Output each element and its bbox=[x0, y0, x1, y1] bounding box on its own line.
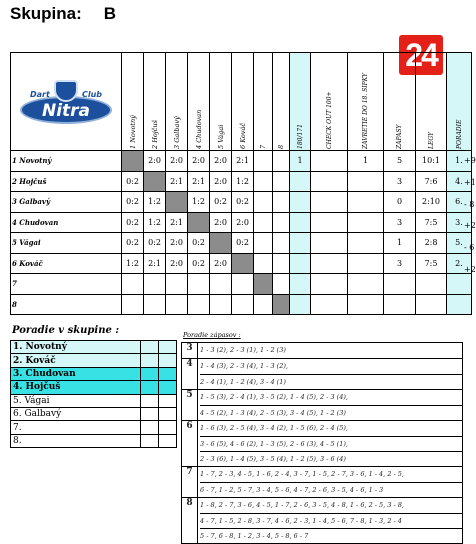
match-order-line: 1 - 4 (3), 2 - 3 (4), 1 - 3 (2), bbox=[200, 362, 288, 370]
match-order-line: 3 - 6 (5), 4 - 6 (2), 1 - 3 (5), 2 - 6 (3), 4 - 5 (1), bbox=[200, 436, 462, 451]
score-cell: 1:2 bbox=[122, 253, 144, 274]
self-cell bbox=[166, 192, 188, 213]
score-cell: 2:1 bbox=[144, 253, 166, 274]
match-order-row bbox=[182, 343, 462, 359]
matrix-row bbox=[11, 294, 472, 315]
standing-name: 1. Novotný bbox=[11, 341, 141, 354]
standing-mark bbox=[159, 367, 177, 380]
col-head-stat: ZAVRETIE DO 18. ŠÍPKY bbox=[348, 53, 384, 151]
stat-close18: 1 bbox=[348, 151, 384, 172]
score-cell: 2:0 bbox=[144, 151, 166, 172]
stat-checkout bbox=[311, 171, 348, 192]
score-cell bbox=[254, 192, 273, 213]
stat-rank: 2. bbox=[447, 253, 472, 274]
score-cell: 0:2 bbox=[232, 233, 254, 254]
score-cell bbox=[210, 294, 232, 315]
score-cell: 2:1 bbox=[166, 171, 188, 192]
stat-legs: 2:8 bbox=[416, 233, 447, 254]
match-order-line: 1 - 6 (3), 2 - 5 (4), 3 - 4 (2), 1 - 5 (6), 2 - 4 (5), bbox=[200, 424, 348, 432]
stat-checkout bbox=[311, 233, 348, 254]
standing-name: 8. bbox=[11, 434, 141, 447]
leg-difference: - 6 bbox=[464, 243, 475, 253]
player-name: 8 bbox=[11, 294, 122, 315]
player-name: 4 Chudovan bbox=[11, 212, 122, 233]
stat-s180 bbox=[290, 294, 311, 315]
match-order-title: Poradie zápasov : bbox=[183, 331, 241, 339]
match-order-row bbox=[182, 467, 462, 498]
leg-difference: +2 bbox=[464, 265, 476, 274]
page-title bbox=[10, 4, 116, 24]
standing-name: 4. Hojčuš bbox=[11, 381, 141, 394]
stat-close18 bbox=[348, 294, 384, 315]
standing-mark bbox=[159, 394, 177, 407]
stat-rank: 1. bbox=[447, 151, 472, 172]
score-cell: 2:1 bbox=[232, 151, 254, 172]
score-cell: 0:2 bbox=[210, 192, 232, 213]
stat-close18 bbox=[348, 171, 384, 192]
score-cell bbox=[273, 212, 290, 233]
player-count: 3 bbox=[182, 343, 198, 358]
score-cell bbox=[188, 274, 210, 295]
score-cell: 1:2 bbox=[232, 171, 254, 192]
standing-mark bbox=[141, 354, 159, 367]
score-cell bbox=[210, 274, 232, 295]
score-cell: 1:2 bbox=[188, 192, 210, 213]
player-name: 7 bbox=[11, 274, 122, 295]
score-cell: 2:0 bbox=[166, 233, 188, 254]
col-head-player: 5 Vágai bbox=[210, 53, 232, 151]
stat-checkout bbox=[311, 151, 348, 172]
match-order-line: 1 - 5 (3), 2 - 4 (1), 3 - 5 (2), 1 - 4 (5), 2 - 3 (4), bbox=[200, 393, 348, 401]
score-cell bbox=[188, 294, 210, 315]
score-cell: 2:0 bbox=[166, 151, 188, 172]
player-count: 4 bbox=[182, 359, 198, 389]
col-head-stat: 180/171 bbox=[290, 53, 311, 151]
col-head-stat: CHECK OUT 100+ bbox=[311, 53, 348, 151]
col-head-stat: LEGY bbox=[416, 53, 447, 151]
score-cell bbox=[273, 253, 290, 274]
match-order-table bbox=[181, 342, 463, 544]
stat-checkout bbox=[311, 212, 348, 233]
group-label: Skupina: bbox=[10, 4, 82, 23]
score-cell bbox=[273, 192, 290, 213]
stat-s180 bbox=[290, 171, 311, 192]
standing-mark bbox=[159, 421, 177, 434]
self-cell bbox=[210, 233, 232, 254]
player-count: 7 bbox=[182, 467, 198, 497]
leg-difference: - 8 bbox=[464, 199, 475, 209]
score-cell bbox=[254, 151, 273, 172]
standings-title: Poradie v skupine : bbox=[12, 325, 120, 336]
col-head-player: 3 Galbavý bbox=[166, 53, 188, 151]
stat-legs: 7:5 bbox=[416, 212, 447, 233]
stat-matches bbox=[384, 274, 416, 295]
stat-close18 bbox=[348, 253, 384, 274]
standing-mark bbox=[141, 421, 159, 434]
standing-mark bbox=[141, 407, 159, 420]
match-order-line: 4 - 7, 1 - 5, 2 - 8, 3 - 7, 4 - 6, 2 - 3, 1 - 4, 5 - 6, 7 - 8, 1 - 3, 2 - 4 bbox=[200, 513, 462, 528]
stat-checkout bbox=[311, 274, 348, 295]
score-cell bbox=[144, 274, 166, 295]
player-count: 8 bbox=[182, 498, 198, 543]
stat-rank bbox=[447, 294, 472, 315]
standing-mark bbox=[159, 434, 177, 447]
leg-difference: +1 bbox=[464, 177, 476, 187]
score-cell: 2:0 bbox=[188, 151, 210, 172]
stat-checkout bbox=[311, 253, 348, 274]
standing-mark bbox=[159, 341, 177, 354]
stat-matches: 3 bbox=[384, 253, 416, 274]
score-cell: 0:2 bbox=[122, 233, 144, 254]
stat-checkout bbox=[311, 294, 348, 315]
stat-rank: 5. bbox=[447, 233, 472, 254]
col-head-stat: PORADIE bbox=[447, 53, 472, 151]
standing-name: 7. bbox=[11, 421, 141, 434]
score-cell: 2:1 bbox=[188, 171, 210, 192]
stat-legs: 2:10 bbox=[416, 192, 447, 213]
matrix-row bbox=[11, 192, 472, 213]
stat-rank: 3. bbox=[447, 212, 472, 233]
match-order-row bbox=[182, 390, 462, 421]
stat-matches: 3 bbox=[384, 171, 416, 192]
match-order-line: 1 - 3 (2), 2 - 3 (1), 1 - 2 (3) bbox=[200, 346, 286, 354]
standing-row bbox=[11, 381, 177, 394]
standing-row bbox=[11, 421, 177, 434]
score-cell: 2:0 bbox=[210, 171, 232, 192]
standing-row bbox=[11, 407, 177, 420]
score-cell bbox=[122, 274, 144, 295]
col-head-player: 7 bbox=[254, 53, 273, 151]
match-order-line: 6 - 7, 1 - 2, 5 - 7, 3 - 4, 5 - 6, 4 - 7, 2 - 6, 3 - 5, 4 - 6, 1 - 3 bbox=[200, 482, 462, 497]
match-order-line: 2 - 4 (1), 1 - 2 (4), 3 - 4 (1) bbox=[200, 374, 462, 389]
stat-matches: 1 bbox=[384, 233, 416, 254]
stat-close18 bbox=[348, 233, 384, 254]
stat-legs: 10:1 bbox=[416, 151, 447, 172]
score-cell bbox=[273, 171, 290, 192]
score-cell: 1:2 bbox=[144, 212, 166, 233]
col-head-player: 8 bbox=[273, 53, 290, 151]
self-cell bbox=[254, 274, 273, 295]
stat-matches: 5 bbox=[384, 151, 416, 172]
standing-row bbox=[11, 394, 177, 407]
standing-mark bbox=[141, 367, 159, 380]
score-cell: 2:1 bbox=[166, 212, 188, 233]
score-cell bbox=[254, 294, 273, 315]
self-cell bbox=[188, 212, 210, 233]
match-order-row bbox=[182, 421, 462, 467]
standing-mark bbox=[159, 407, 177, 420]
stat-rank: 4. bbox=[447, 171, 472, 192]
score-cell: 0:2 bbox=[188, 253, 210, 274]
score-cell: 2:0 bbox=[210, 253, 232, 274]
matrix-row bbox=[11, 233, 472, 254]
stat-close18 bbox=[348, 274, 384, 295]
matrix-row bbox=[11, 253, 472, 274]
match-order-line: 4 - 5 (2), 1 - 3 (4), 2 - 5 (3), 3 - 4 (5), 1 - 2 (3) bbox=[200, 405, 462, 420]
col-head-player: 4 Chudovan bbox=[188, 53, 210, 151]
score-cell bbox=[254, 253, 273, 274]
standing-name: 3. Chudovan bbox=[11, 367, 141, 380]
standing-mark bbox=[141, 434, 159, 447]
player-name: 6 Kováč bbox=[11, 253, 122, 274]
stat-s180 bbox=[290, 274, 311, 295]
stat-rank: 6. bbox=[447, 192, 472, 213]
score-cell bbox=[273, 151, 290, 172]
score-cell: 0:2 bbox=[122, 171, 144, 192]
self-cell bbox=[122, 151, 144, 172]
logo-cell bbox=[11, 53, 122, 151]
score-cell: 0:2 bbox=[232, 192, 254, 213]
col-head-player: 1 Novotný bbox=[122, 53, 144, 151]
stat-s180 bbox=[290, 192, 311, 213]
score-cell bbox=[232, 274, 254, 295]
score-cell bbox=[144, 294, 166, 315]
standing-name: 5. Vágai bbox=[11, 394, 141, 407]
match-order-line: 1 - 7, 2 - 3, 4 - 5, 1 - 6, 2 - 4, 3 - 7, 1 - 5, 2 - 7, 3 - 6, 1 - 4, 2 - 5, bbox=[200, 470, 404, 478]
standing-row bbox=[11, 367, 177, 380]
player-name: 1 Novotný bbox=[11, 151, 122, 172]
stat-s180 bbox=[290, 253, 311, 274]
score-cell bbox=[254, 233, 273, 254]
score-cell bbox=[232, 294, 254, 315]
stat-s180 bbox=[290, 233, 311, 254]
player-count: 5 bbox=[182, 390, 198, 420]
score-cell: 2:0 bbox=[210, 151, 232, 172]
score-cell bbox=[122, 294, 144, 315]
standing-row bbox=[11, 341, 177, 354]
standing-row bbox=[11, 354, 177, 367]
stat-legs: 7:5 bbox=[416, 253, 447, 274]
score-cell bbox=[254, 171, 273, 192]
stat-legs bbox=[416, 294, 447, 315]
standing-mark bbox=[159, 354, 177, 367]
self-cell bbox=[144, 171, 166, 192]
col-head-stat: ZÁPASY bbox=[384, 53, 416, 151]
score-cell: 1:2 bbox=[144, 192, 166, 213]
standing-mark bbox=[141, 394, 159, 407]
matrix-row bbox=[11, 171, 472, 192]
match-order-row bbox=[182, 359, 462, 390]
standing-name: 6. Galbavý bbox=[11, 407, 141, 420]
match-order-line: 5 - 7, 6 - 8, 1 - 2, 3 - 4, 5 - 8, 6 - 7 bbox=[200, 528, 462, 543]
leg-difference: +9 bbox=[464, 156, 476, 165]
stat-matches bbox=[384, 294, 416, 315]
col-head-player: 6 Kováč bbox=[232, 53, 254, 151]
standings-table bbox=[10, 340, 177, 448]
score-cell bbox=[166, 274, 188, 295]
score-cell: 2:0 bbox=[210, 212, 232, 233]
stat-close18 bbox=[348, 212, 384, 233]
stat-matches: 0 bbox=[384, 192, 416, 213]
player-count: 6 bbox=[182, 421, 198, 466]
stat-matches: 3 bbox=[384, 212, 416, 233]
match-order-row bbox=[182, 498, 462, 543]
stat-s180 bbox=[290, 212, 311, 233]
standing-mark bbox=[141, 381, 159, 394]
score-cell bbox=[273, 233, 290, 254]
standing-mark bbox=[159, 381, 177, 394]
score-cell bbox=[166, 294, 188, 315]
stat-legs: 7:6 bbox=[416, 171, 447, 192]
group-letter: B bbox=[103, 4, 117, 23]
match-order-line: 2 - 3 (6), 1 - 4 (5), 3 - 5 (4), 1 - 2 (5), 3 - 6 (4) bbox=[200, 451, 462, 466]
stat-legs bbox=[416, 274, 447, 295]
standing-row bbox=[11, 434, 177, 447]
score-cell bbox=[254, 212, 273, 233]
player-name: 5 Vágai bbox=[11, 233, 122, 254]
player-name: 2 Hojčuš bbox=[11, 171, 122, 192]
score-cell bbox=[273, 274, 290, 295]
score-cell: 0:2 bbox=[144, 233, 166, 254]
stat-s180: 1 bbox=[290, 151, 311, 172]
score-cell: 2:0 bbox=[232, 212, 254, 233]
score-cell: 0:2 bbox=[188, 233, 210, 254]
dart-club-nitra-logo: Dart Club Nitra bbox=[16, 72, 116, 132]
leg-difference: +2 bbox=[464, 221, 476, 231]
channel-24-logo: 24 bbox=[399, 35, 443, 75]
stat-checkout bbox=[311, 192, 348, 213]
score-cell: 2:0 bbox=[166, 253, 188, 274]
standing-name: 2. Kováč bbox=[11, 354, 141, 367]
standing-mark bbox=[141, 341, 159, 354]
player-name: 3 Galbavý bbox=[11, 192, 122, 213]
self-cell bbox=[273, 294, 290, 315]
score-cell: 0:2 bbox=[122, 212, 144, 233]
matrix-row bbox=[11, 274, 472, 295]
self-cell bbox=[232, 253, 254, 274]
col-head-player: 2 Hojčuš bbox=[144, 53, 166, 151]
matrix-row bbox=[11, 151, 472, 172]
score-cell: 0:2 bbox=[122, 192, 144, 213]
match-order-line: 1 - 8, 2 - 7, 3 - 6, 4 - 5, 1 - 7, 2 - 6, 3 - 5, 4 - 8, 1 - 6, 2 - 5, 3 - 8, bbox=[200, 501, 404, 509]
matrix-row bbox=[11, 212, 472, 233]
stat-rank bbox=[447, 274, 472, 295]
results-matrix bbox=[10, 52, 475, 315]
stat-close18 bbox=[348, 192, 384, 213]
